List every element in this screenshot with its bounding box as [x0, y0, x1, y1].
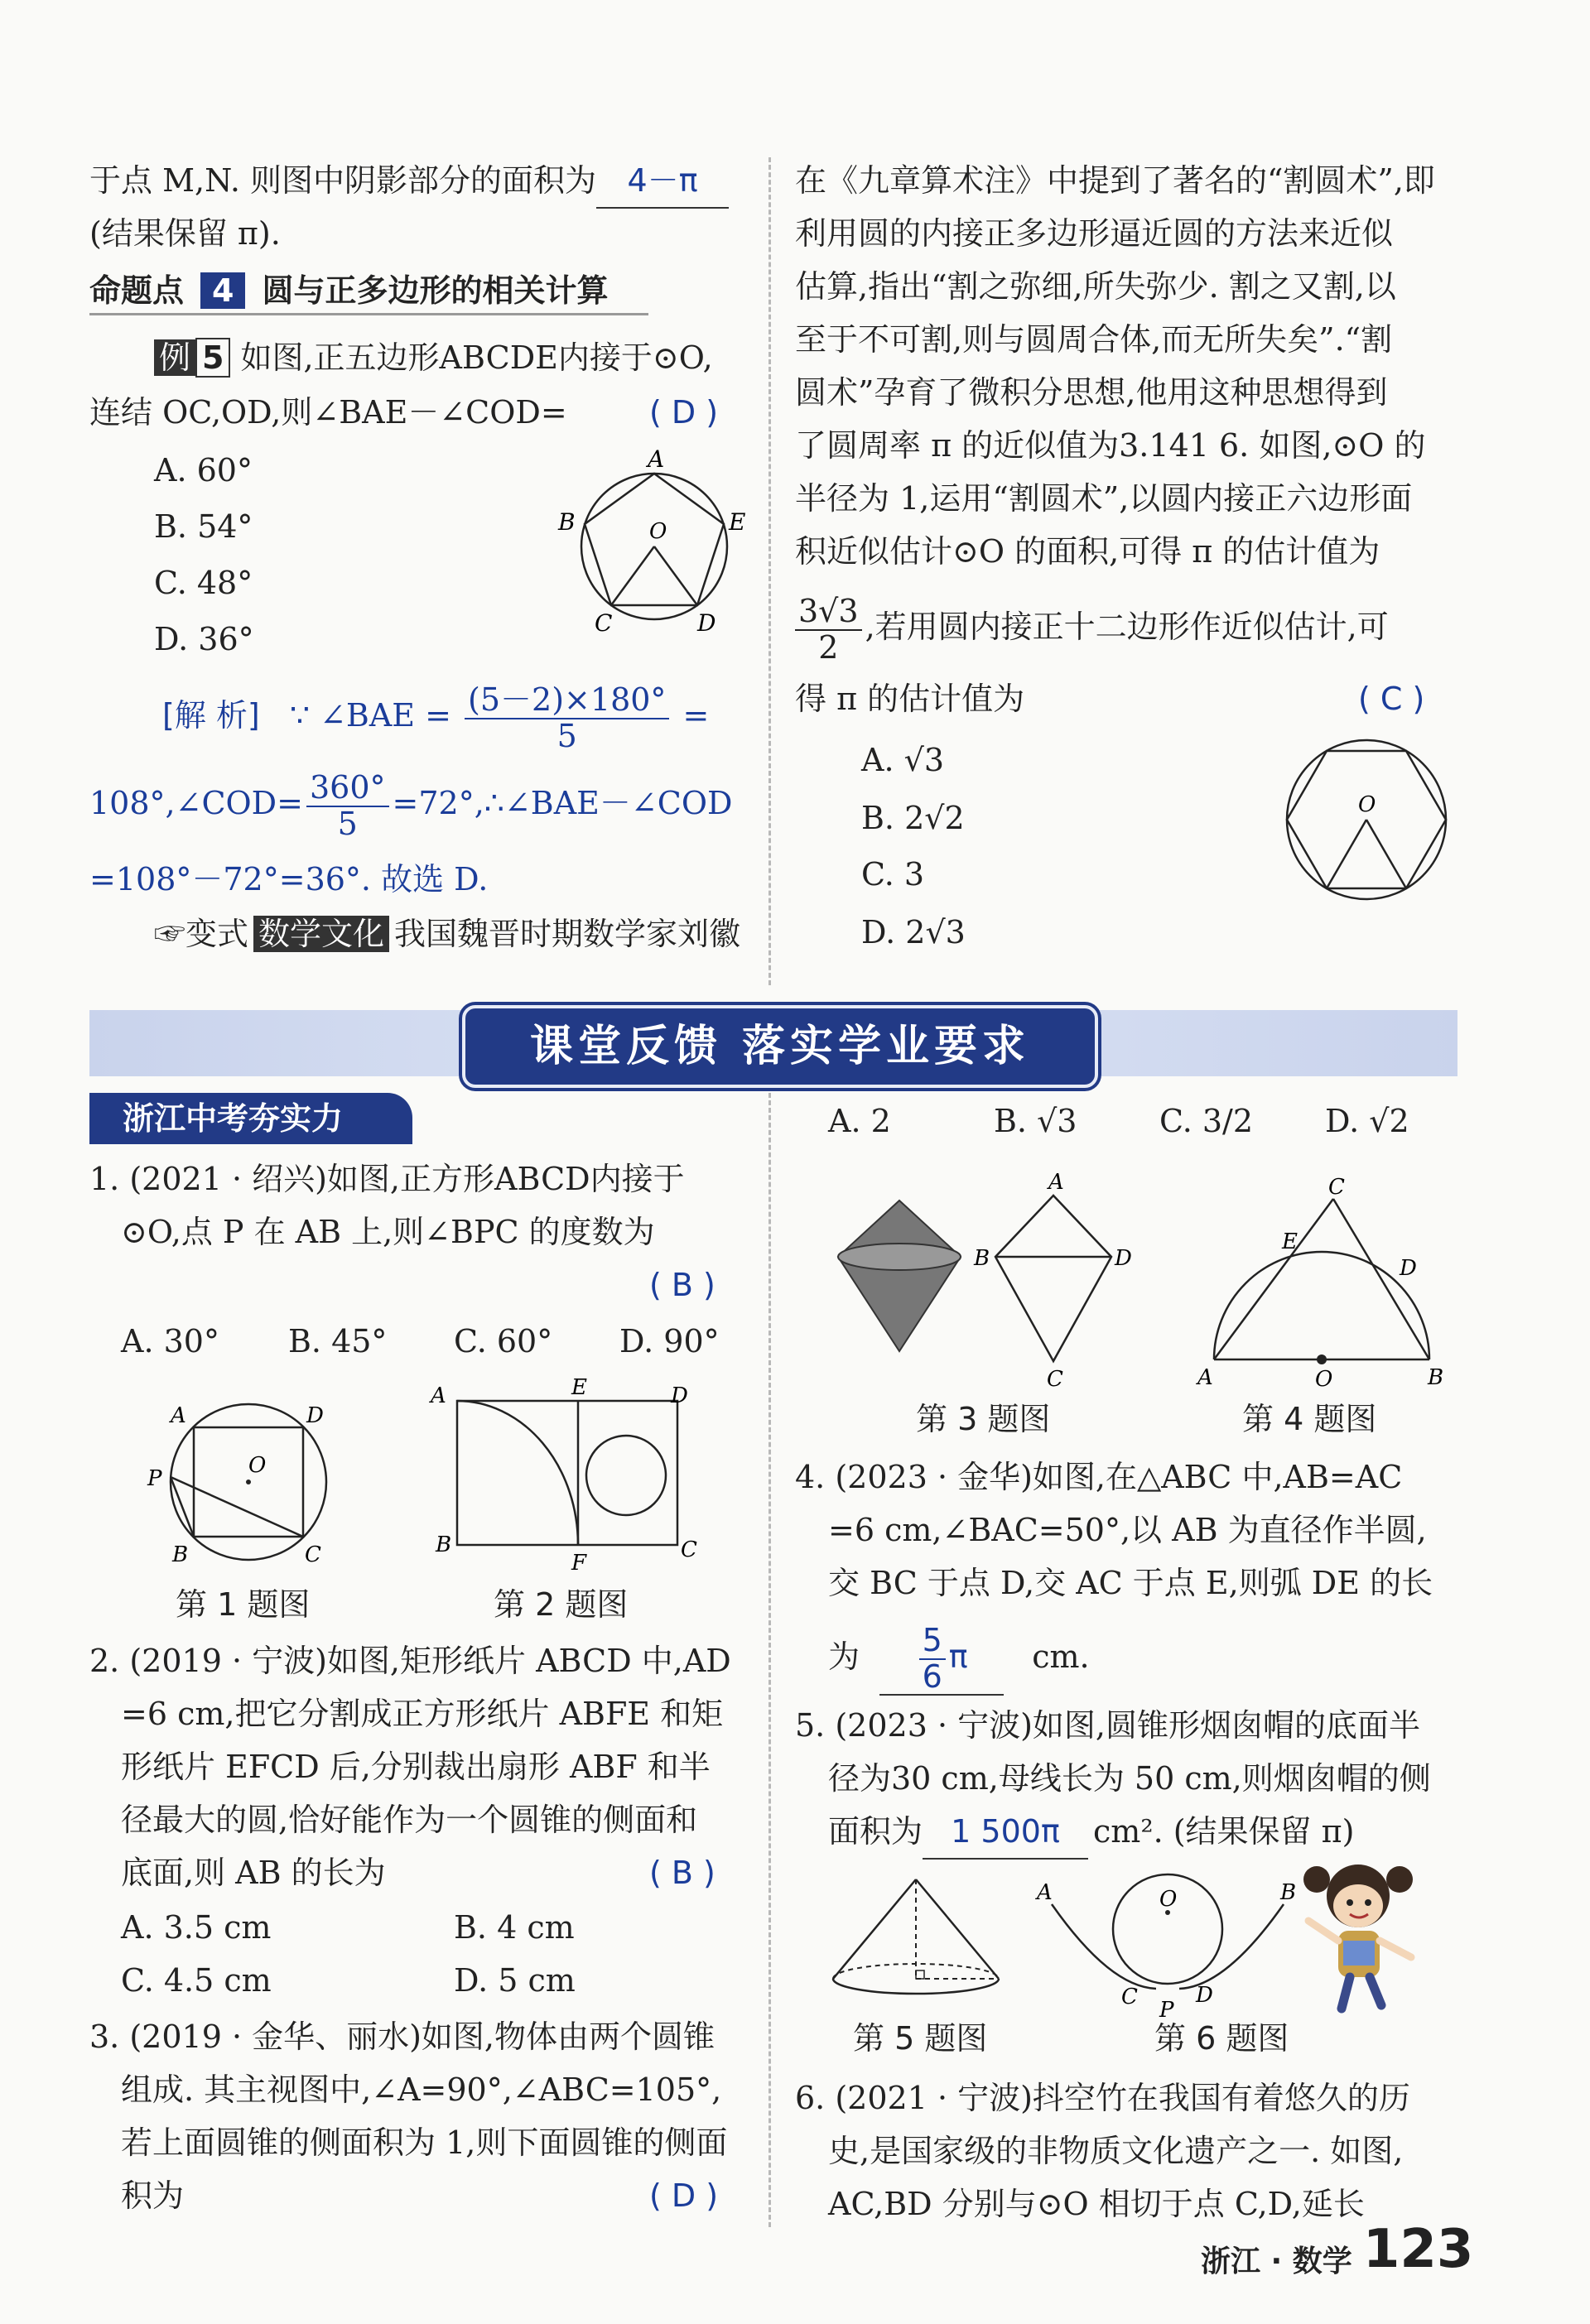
label-e: E — [729, 508, 746, 536]
label-p: P — [1159, 1998, 1174, 2023]
label-d: D — [671, 1383, 688, 1408]
label-d: D — [1196, 1983, 1213, 2008]
option-d: D. 36° — [154, 621, 254, 657]
q3-line-1: 3. (2019 · 金华、丽水)如图,物体由两个圆锥 — [89, 2018, 716, 2055]
example-question: 例 5 如图,正五边形ABCDE内接于⊙O, — [154, 331, 713, 384]
q6-figure — [1035, 1863, 1300, 2023]
label-f: F — [571, 1551, 587, 1576]
q5-line-2: 径为30 cm,母线长为 50 cm,则烟囱帽的侧 — [828, 1760, 1431, 1797]
label-b: B — [558, 508, 576, 536]
label-a: A — [1197, 1365, 1213, 1390]
label-d: D — [306, 1403, 324, 1428]
label-c: C — [305, 1542, 321, 1567]
q2-line-5: 底面,则 AB 的长为 — [121, 1855, 386, 1891]
q5-line-3: 面积为 1 500π cm². (结果保留 π) — [828, 1805, 1354, 1860]
hexagon-figure — [1275, 729, 1458, 911]
q1-answer: ( B ) — [649, 1267, 716, 1303]
column-divider-bottom — [768, 1093, 771, 2227]
q1-option-b: B. 45° — [288, 1323, 388, 1359]
section-tag: 浙江中考夯实力 — [89, 1093, 412, 1144]
label-c: C — [1047, 1367, 1063, 1392]
section-banner — [89, 1010, 1458, 1076]
label-a: A — [1037, 1880, 1053, 1905]
option-a: A. 60° — [154, 452, 253, 488]
q2-figure — [422, 1374, 704, 1576]
label-o: O — [1315, 1367, 1333, 1392]
label-o: O — [1358, 792, 1376, 817]
q3-answer: ( D ) — [649, 2177, 719, 2214]
q4-line-4: 为 $\frac{5}{6}$ π cm. — [828, 1619, 1090, 1696]
q2-option-c: C. 4.5 cm — [121, 1962, 272, 1999]
q1-line-2: ⊙O,点 P 在 AB 上,则∠BPC 的度数为 — [121, 1214, 655, 1250]
label-e: E — [571, 1375, 587, 1400]
q3-option-d: D. √2 — [1325, 1103, 1409, 1139]
q2-option-d: D. 5 cm — [454, 1962, 576, 1999]
q5-answer-blank: 1 500π — [923, 1805, 1088, 1860]
solution-line-1: [解 析] ∵ ∠BAE = $\frac{(5-2)\times 180^\circ}{5}$ = — [162, 681, 710, 754]
culture-option-d: D. 2√3 — [861, 914, 966, 950]
q2-line-1: 2. (2019 · 宁波)如图,矩形纸片 ABCD 中,AD — [89, 1643, 731, 1679]
culture-option-a: A. √3 — [861, 742, 944, 778]
q2-answer: ( B ) — [649, 1855, 716, 1891]
page-footer — [1201, 2219, 1473, 2285]
q1-option-a: A. 30° — [121, 1323, 219, 1359]
label-d: D — [1400, 1256, 1417, 1281]
q4-answer-blank: $\frac{5}{6}$ π — [879, 1619, 1004, 1696]
q3-option-a: A. 2 — [828, 1103, 891, 1139]
label-o: O — [1159, 1887, 1178, 1912]
q1-caption: 第 1 题图 — [176, 1586, 311, 1623]
culture-line-6: 了圆周率 π 的近似值为3.141 6. 如图,⊙O 的 — [795, 427, 1426, 464]
q3-option-b: B. √3 — [994, 1103, 1077, 1139]
q2-option-a: A. 3.5 cm — [121, 1909, 272, 1946]
q4-line-2: =6 cm,∠BAC=50°,以 AB 为直径作半圆, — [828, 1512, 1427, 1548]
q1-line-1: 1. (2021 · 绍兴)如图,正方形ABCD内接于 — [89, 1161, 685, 1197]
culture-line-3: 估算,指出“割之弥细,所失弥少. 割之又割,以 — [795, 268, 1396, 305]
label-d: D — [697, 609, 716, 637]
answer-blank: 4－π — [596, 154, 729, 209]
variant-line: ☞变式 数学文化 我国魏晋时期数学家刘徽 — [154, 916, 741, 952]
q1-option-d: D. 90° — [619, 1323, 720, 1359]
label-b: B — [1280, 1880, 1297, 1905]
culture-line-9: $\frac{3√3}{2}$ ,若用圆内接正十二边形作近似估计,可 — [795, 589, 1389, 665]
label-c: C — [1328, 1175, 1345, 1200]
q6-caption: 第 6 题图 — [1154, 2020, 1289, 2057]
q6-line-3: AC,BD 分别与⊙O 相切于点 C,D,延长 — [828, 2186, 1365, 2222]
culture-option-c: C. 3 — [861, 856, 925, 893]
q1-option-c: C. 60° — [454, 1323, 553, 1359]
example-answer: ( D ) — [649, 394, 719, 431]
q3-figure — [820, 1167, 1135, 1391]
q4-line-3: 交 BC 于点 D,交 AC 于点 E,则弧 DE 的长 — [828, 1565, 1433, 1601]
culture-line-1: 在《九章算术注》中提到了著名的“割圆术”,即 — [795, 162, 1435, 199]
example-question-2: 连结 OC,OD,则∠BAE－∠COD= — [89, 394, 567, 431]
column-divider-top — [768, 157, 771, 985]
carryover-note: (结果保留 π). — [89, 215, 281, 252]
q4-caption: 第 4 题图 — [1242, 1401, 1377, 1437]
q3-line-2: 组成. 其主视图中,∠A=90°,∠ABC=105°, — [121, 2071, 722, 2108]
label-b: B — [1428, 1365, 1444, 1390]
label-o: O — [649, 519, 667, 544]
footer-subject: 浙江 · 数学 — [1201, 2245, 1352, 2278]
q5-caption: 第 5 题图 — [853, 2020, 988, 2057]
culture-line-2: 利用圆的内接正多边形逼近圆的方法来近似 — [795, 215, 1394, 252]
q6-line-2: 史,是国家级的非物质文化遗产之一. 如图, — [828, 2133, 1404, 2169]
q3-line-4: 积为 — [121, 2177, 185, 2214]
q2-caption: 第 2 题图 — [494, 1586, 629, 1623]
q3-line-3: 若上面圆锥的侧面积为 1,则下面圆锥的侧面 — [121, 2124, 728, 2161]
carryover-line: 于点 M,N. 则图中阴影部分的面积为 4－π — [89, 154, 729, 209]
label-e: E — [1282, 1229, 1298, 1254]
q6-line-1: 6. (2021 · 宁波)抖空竹在我国有着悠久的历 — [795, 2080, 1410, 2116]
q4-figure — [1192, 1175, 1444, 1392]
label-a: A — [171, 1403, 186, 1428]
solution-line-3: =108°－72°=36°. 故选 D. — [89, 861, 489, 897]
q5-line-1: 5. (2023 · 宁波)如图,圆锥形烟囱帽的底面半 — [795, 1707, 1421, 1744]
q2-line-2: =6 cm,把它分割成正方形纸片 ABFE 和矩 — [121, 1696, 724, 1732]
option-b: B. 54° — [154, 508, 253, 545]
culture-line-8: 积近似估计⊙O 的面积,可得 π 的估计值为 — [795, 533, 1380, 570]
label-c: C — [1121, 1985, 1138, 2009]
option-c: C. 48° — [154, 565, 253, 601]
label-a: A — [648, 445, 665, 473]
culture-option-b: B. 2√2 — [861, 800, 965, 836]
culture-line-5: 圆术”孕育了微积分思想,他用这种思想得到 — [795, 374, 1388, 411]
q2-line-4: 径最大的圆,恰好能作为一个圆锥的侧面和 — [121, 1802, 698, 1838]
q3-caption: 第 3 题图 — [916, 1401, 1051, 1437]
q5-figure — [820, 1868, 1019, 2017]
culture-line-7: 半径为 1,运用“割圆术”,以圆内接正六边形面 — [795, 480, 1413, 517]
q2-option-b: B. 4 cm — [454, 1909, 575, 1946]
page-number: 123 — [1362, 2219, 1474, 2280]
culture-line-10: 得 π 的估计值为 — [795, 681, 1025, 717]
label-p: P — [147, 1466, 162, 1491]
q1-figure — [141, 1391, 340, 1573]
q2-line-3: 形纸片 EFCD 后,分别裁出扇形 ABF 和半 — [121, 1749, 711, 1785]
culture-answer: ( C ) — [1358, 681, 1425, 717]
prop-heading: 命题点 4 圆与正多边形的相关计算 — [89, 265, 648, 315]
label-o: O — [248, 1453, 267, 1478]
q4-line-1: 4. (2023 · 金华)如图,在△ABC 中,AB=AC — [795, 1459, 1403, 1495]
q3-option-c: C. 3/2 — [1159, 1103, 1254, 1139]
label-d: D — [1115, 1246, 1132, 1271]
label-a: A — [1048, 1170, 1064, 1195]
label-a: A — [431, 1383, 446, 1408]
culture-line-4: 至于不可割,则与圆周合体,而无所失矣”.“割 — [795, 321, 1393, 358]
mascot-illustration — [1292, 1855, 1433, 2020]
label-b: B — [172, 1542, 189, 1567]
pentagon-figure — [555, 447, 754, 646]
label-c: C — [681, 1537, 697, 1562]
label-c: C — [595, 609, 613, 637]
solution-line-2: 108°,∠COD= $\frac{360^\circ}{5}$ =72°,∴∠BAE－∠COD — [89, 768, 733, 842]
banner-title: 课堂反馈 落实学业要求 — [462, 1005, 1098, 1088]
label-b: B — [974, 1246, 990, 1271]
label-b: B — [436, 1532, 452, 1557]
